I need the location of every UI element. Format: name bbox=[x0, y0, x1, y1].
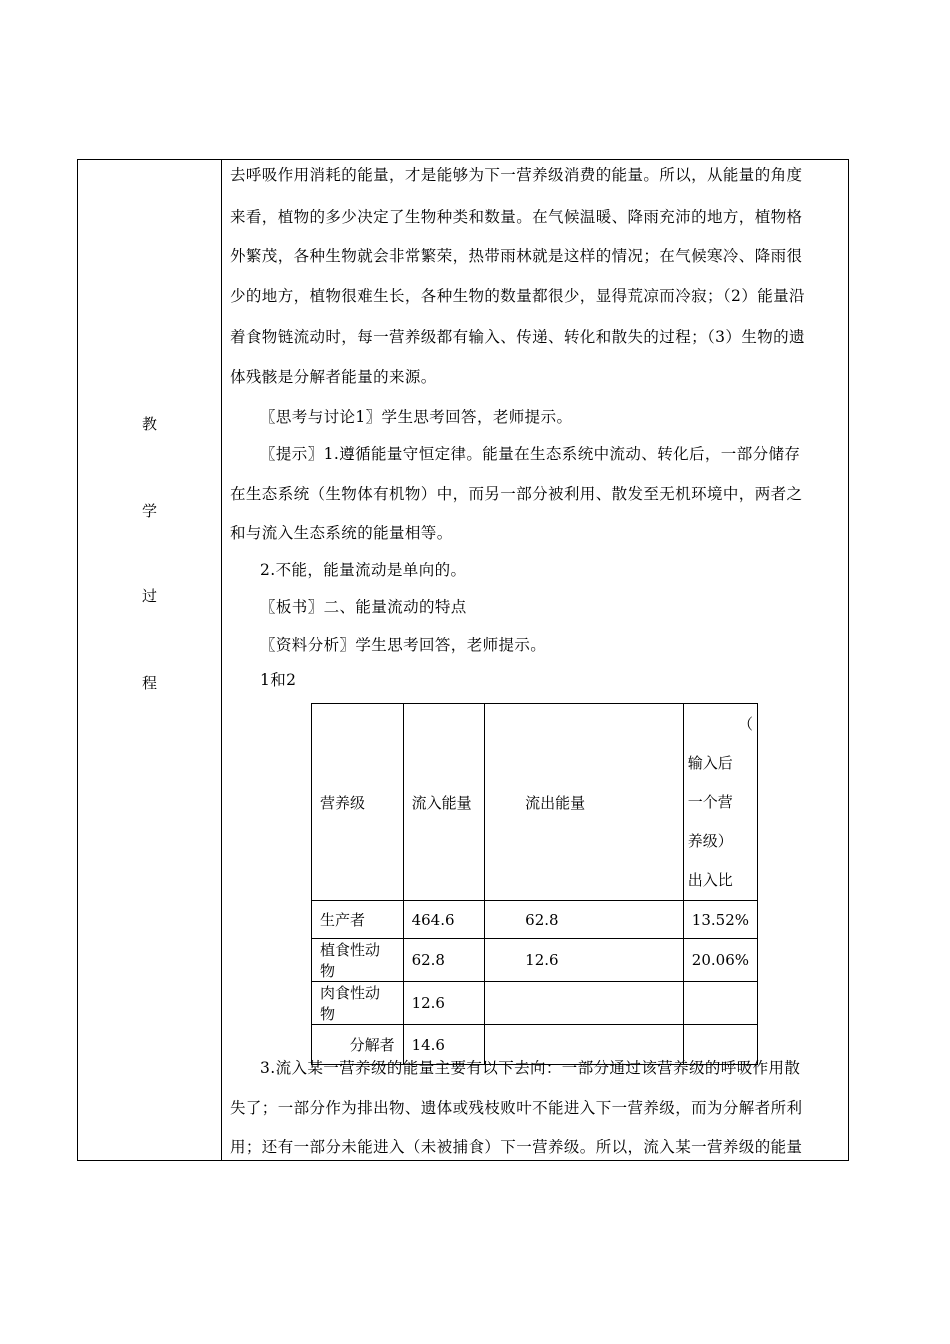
table-cell: 生产者 bbox=[312, 901, 404, 939]
table-cell: 62.8 bbox=[485, 901, 684, 939]
text-line: 2.不能，能量流动是单向的。 bbox=[260, 561, 467, 579]
table-cell: 12.6 bbox=[485, 939, 684, 982]
table-cell: 植食性动物 bbox=[312, 939, 404, 982]
text-line: 在生态系统（生物体有机物）中，而另一部分被利用、散发至无机环境中，两者之 bbox=[230, 485, 803, 503]
table-cell bbox=[485, 982, 684, 1025]
table-cell: 肉食性动物 bbox=[312, 982, 404, 1025]
text-line: 体残骸是分解者能量的来源。 bbox=[230, 368, 437, 386]
table-cell: 20.06% bbox=[683, 939, 757, 982]
text-line: 〖思考与讨论1〗学生思考回答，老师提示。 bbox=[260, 408, 573, 426]
table-row bbox=[312, 982, 758, 1025]
side-char: 过 bbox=[141, 587, 157, 605]
table-row bbox=[312, 901, 758, 939]
text-line: 和与流入生态系统的能量相等。 bbox=[230, 524, 453, 542]
text-line: 〖提示〗1.遵循能量守恒定律。能量在生态系统中流动、转化后，一部分储存 bbox=[260, 445, 801, 463]
text-line: 外繁茂，各种生物就会非常繁荣，热带雨林就是这样的情况；在气候寒冷、降雨很 bbox=[230, 247, 803, 265]
text-line: 少的地方，植物很难生长，各种生物的数量都很少，显得荒凉而冷寂；（2）能量沿 bbox=[230, 287, 805, 305]
header-cell: 营养级 bbox=[312, 704, 404, 901]
text-line: 〖资料分析〗学生思考回答，老师提示。 bbox=[260, 636, 547, 654]
table-cell: 12.6 bbox=[403, 982, 485, 1025]
table-cell: 分解者 bbox=[312, 1025, 404, 1065]
energy-table bbox=[311, 703, 758, 1065]
table-header-row bbox=[312, 704, 758, 901]
content-column bbox=[222, 160, 848, 1160]
table-cell: 464.6 bbox=[403, 901, 485, 939]
header-ratio-line: 输入后 bbox=[687, 753, 733, 772]
header-ratio-line: 养级） bbox=[687, 831, 733, 850]
header-ratio-line: 出入比 bbox=[687, 870, 733, 889]
text-line: 去呼吸作用消耗的能量，才是能够为下一营养级消费的能量。所以，从能量的角度 bbox=[230, 166, 803, 184]
header-ratio-line: （ bbox=[737, 714, 753, 733]
table-cell: 14.6 bbox=[403, 1025, 485, 1065]
text-line: 来看，植物的多少决定了生物种类和数量。在气候温暖、降雨充沛的地方，植物格 bbox=[230, 208, 803, 226]
side-char: 程 bbox=[141, 674, 157, 692]
side-char: 学 bbox=[141, 502, 157, 520]
table-cell: 13.52% bbox=[683, 901, 757, 939]
header-cell-ratio bbox=[683, 704, 757, 901]
text-line: 着食物链流动时，每一营养级都有输入、传递、转化和散失的过程；（3）生物的遗 bbox=[230, 328, 805, 346]
header-cell: 流入能量 bbox=[403, 704, 485, 901]
table-cell bbox=[683, 982, 757, 1025]
header-ratio-line: 一个营 bbox=[687, 792, 733, 811]
table-row bbox=[312, 939, 758, 982]
side-column bbox=[78, 160, 222, 1160]
text-line: 1和2 bbox=[260, 671, 297, 689]
text-line: 〖板书〗二、能量流动的特点 bbox=[260, 598, 467, 616]
lesson-table bbox=[77, 159, 849, 1161]
side-char: 教 bbox=[141, 415, 157, 433]
text-line: 3.流入某一营养级的能量主要有以下去向：一部分通过该营养级的呼吸作用散 bbox=[260, 1059, 801, 1077]
header-cell: 流出能量 bbox=[485, 704, 684, 901]
table-cell: 62.8 bbox=[403, 939, 485, 982]
text-line: 用；还有一部分未能进入（未被捕食）下一营养级。所以，流入某一营养级的能量 bbox=[230, 1138, 803, 1156]
text-line: 失了；一部分作为排出物、遗体或残枝败叶不能进入下一营养级，而为分解者所利 bbox=[230, 1099, 803, 1117]
